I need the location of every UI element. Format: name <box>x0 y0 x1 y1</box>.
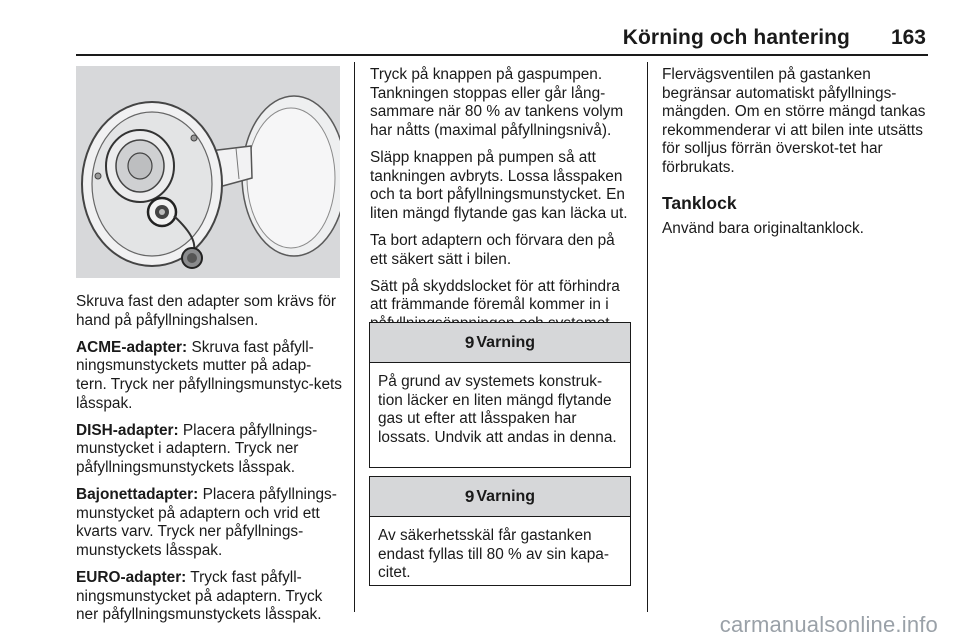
page-title: Körning och hantering <box>622 26 850 49</box>
paragraph: Flervägsventilen på gastanken begränsar automatiskt påfyllnings-mängden. Om en större mängd tankas rekommenderar vi att bilen inte utsätts för solljus förrän överskot-tet har förbrukats. <box>662 66 926 176</box>
adapter-term: Bajonettadapter: <box>76 486 199 504</box>
column-divider <box>354 62 355 612</box>
warning-text: Av säkerhetsskäl får gastanken endast fyllas till 80 % av sin kapa-citet. <box>378 527 609 582</box>
warning-header <box>370 323 630 363</box>
adapter-text: Placera påfyllnings-munstycket i adaptern. Tryck ner påfyllningsmunstyckets låsspak. <box>76 421 318 476</box>
page-number: 163 <box>890 26 926 49</box>
warning-box <box>369 322 631 468</box>
paragraph: Sätt på skyddslocket för att förhindra att främmande föremål kommer in i <box>370 277 620 314</box>
warning-box <box>369 476 631 586</box>
warning-title: Varning <box>476 487 536 505</box>
paragraph: Tryck på knappen på gaspumpen. Tankningen stoppas eller går lång-sammare när 80 % av tankens volym har nåtts (maximal påfyllningsnivå). <box>370 66 624 139</box>
fuel-filler-illustration <box>76 66 340 278</box>
paragraph: Släpp knappen på pumpen så att tankningen avbryts. Lossa låsspaken och ta bort påfyllningsmunstycket. En liten mängd flytande gas kan läcka ut. <box>370 148 628 222</box>
page-header <box>0 0 960 56</box>
column-left <box>76 293 342 633</box>
section-paragraph: Använd bara originaltanklock. <box>662 220 864 238</box>
adapter-euro <box>76 569 342 625</box>
adapter-term: ACME-adapter: <box>76 338 188 356</box>
header-rule <box>76 54 928 56</box>
adapter-term: EURO-adapter: <box>76 569 187 587</box>
adapter-bayonet <box>76 486 342 560</box>
intro-paragraph: Skruva fast den adapter som krävs för hand på påfyllningshalsen. <box>76 293 337 329</box>
watermark: carmanualsonline.info <box>719 612 938 637</box>
column-divider <box>647 62 648 612</box>
warning-title: Varning <box>476 333 536 351</box>
column-middle <box>370 66 632 342</box>
adapter-text: Tryck fast påfyll-ningsmunstycket på adaptern. Tryck ner påfyllningsmunstyckets låsspak. <box>76 569 323 624</box>
warning-icon: 9 <box>464 332 475 352</box>
adapter-term: DISH-adapter: <box>76 421 179 439</box>
adapter-text: Skruva fast påfyll-ningsmunstyckets mutter på adap-tern. Tryck ner påfyllningsmunstyc-kets låsspak. <box>76 338 343 412</box>
column-right <box>662 66 928 247</box>
adapter-acme <box>76 339 342 413</box>
warning-icon: 9 <box>464 486 475 506</box>
paragraph: Ta bort adaptern och förvara den på ett säkert sätt i bilen. <box>370 231 615 268</box>
adapter-dish <box>76 422 342 478</box>
section-heading: Tanklock <box>662 192 737 213</box>
warning-text: På grund av systemets konstruk-tion läcker en liten mängd flytande gas ut efter att låsspaken har lossats. Undvik att andas in denna. <box>378 373 617 446</box>
warning-header <box>370 477 630 517</box>
adapter-text: Placera påfyllnings-munstycket på adaptern och vrid ett kvarts varv. Tryck ner påfyllnings-munstyckets låsspak. <box>76 486 337 559</box>
fuel-filler-drawing <box>76 66 340 278</box>
